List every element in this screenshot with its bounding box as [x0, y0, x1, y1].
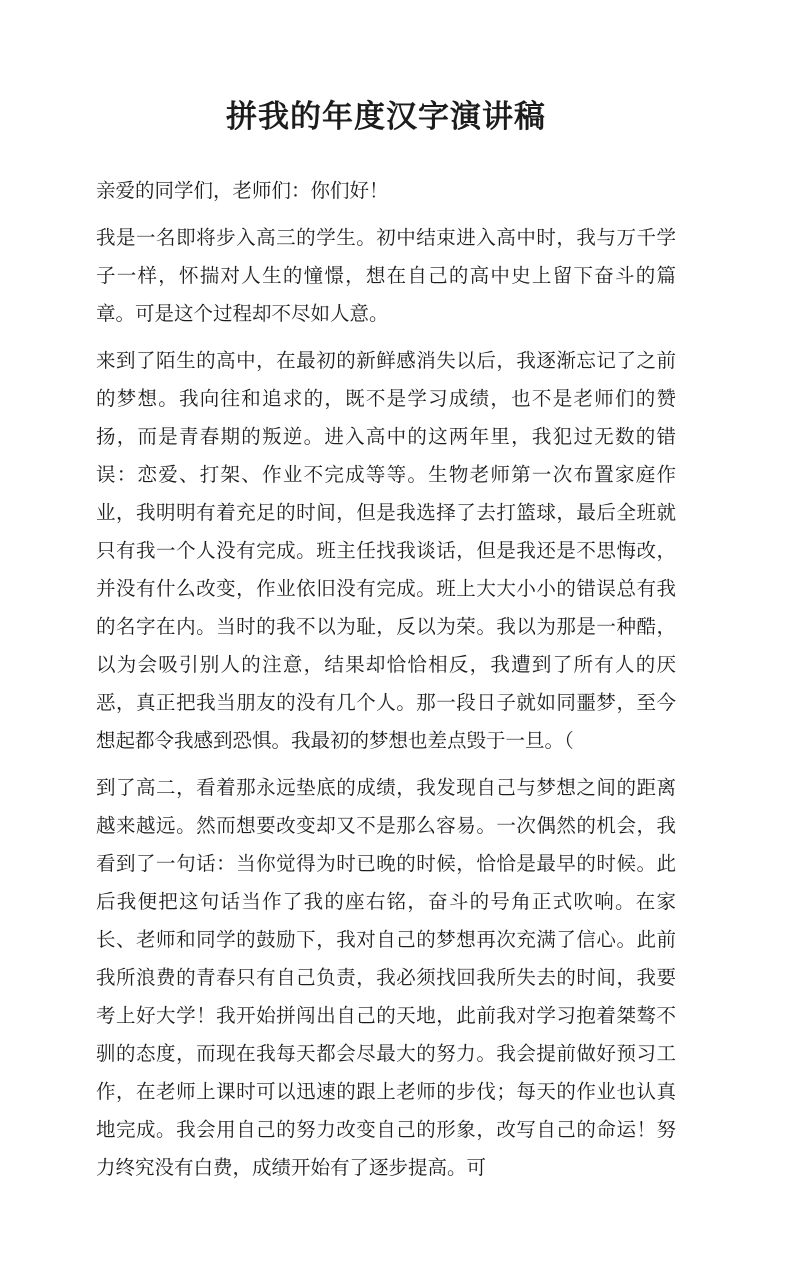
paragraph: 亲爱的同学们，老师们：你们好！	[96, 181, 389, 202]
document-title: 拼我的年度汉字演讲稿	[226, 99, 546, 134]
document-body	[96, 173, 676, 1188]
paragraph: 来到了陌生的高中，在最初的新鲜感消失以后，我逐渐忘记了之前的梦想。我向往和追求的，既不是学习成绩，也不是老师们的赞扬，而是青春期的叛逆。进入高中的这两年里，我犯过无数的错误：恋爱、打架、作业不完成等等。生物老师第一次布置家庭作业，我明明有着充足的时间，但是我选择了去打篮球，最后全班就只有我一个人没有完成。班主任找我谈话，但是我还是不思悔改，并没有什么改变，作业依旧没有完成。班上大大小小的错误总有我的名字在内。当时的我不以为耻，反以为荣。我以为那是一种酷，以为会吸引别人的注意，结果却恰恰相反，我遭到了所有人的厌恶，真正把我当朋友的没有几个人。那一段日子就如同噩梦，至今想起都令我感到恐惧。我最初的梦想也差点毁于一旦。（	[96, 351, 676, 752]
paragraph: 我是一名即将步入高三的学生。初中结束进入高中时，我与万千学子一样，怀揣对人生的憧憬，想在自己的高中史上留下奋斗的篇章。可是这个过程却不尽如人意。	[96, 228, 676, 325]
paragraph: 到了高二，看着那永远垫底的成绩，我发现自己与梦想之间的距离越来越远。然而想要改变却又不是那么容易。一次偶然的机会，我看到了一句话：当你觉得为时已晚的时候，恰恰是最早的时候。此后我便把这句话当作了我的座右铭，奋斗的号角正式吹响。在家长、老师和同学的鼓励下，我对自己的梦想再次充满了信心。此前我所浪费的青春只有自己负责，我必须找回我所失去的时间，我要考上好大学！我开始拼闯出自己的天地，此前我对学习抱着桀骜不驯的态度，而现在我每天都会尽最大的努力。我会提前做好预习工作，在老师上课时可以迅速的跟上老师的步伐；每天的作业也认真地完成。我会用自己的努力改变自己的形象，改写自己的命运！努力终究没有白费，成绩开始有了逐步提高。可	[96, 778, 676, 1179]
